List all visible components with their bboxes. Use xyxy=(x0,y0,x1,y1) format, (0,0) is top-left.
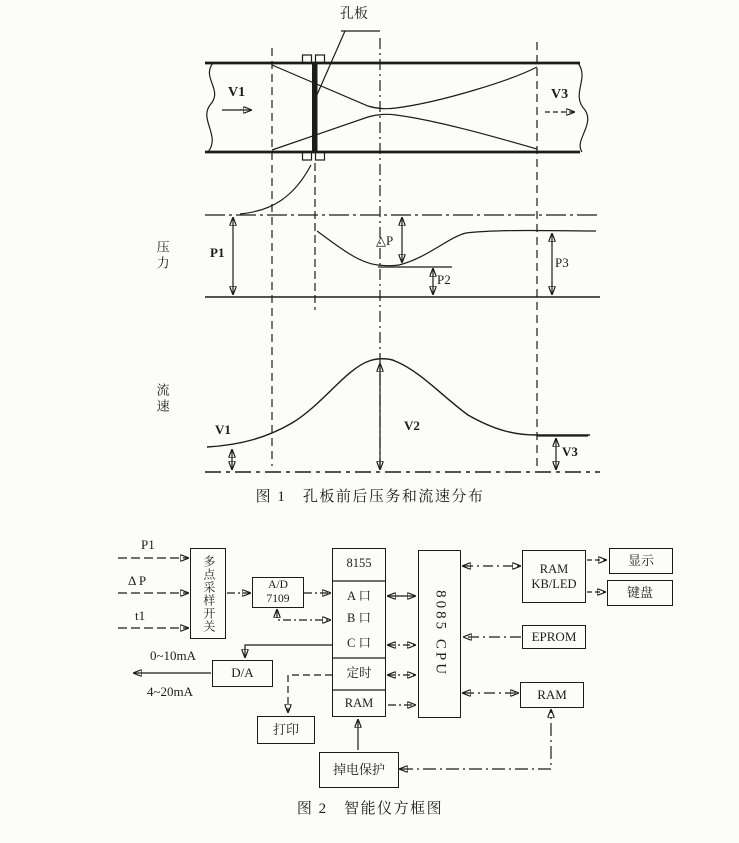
dac-box xyxy=(212,660,273,687)
v2-label: V2 xyxy=(404,418,420,433)
keyboard-label: 键盘 xyxy=(626,584,653,600)
cpu-box xyxy=(418,550,461,718)
chip-8155-port-c: C 口 xyxy=(347,636,371,650)
p2-label: P2 xyxy=(437,272,451,287)
power-protection-label: 掉电保护 xyxy=(332,761,385,777)
wire-adc-port-b xyxy=(277,610,330,620)
pressure-axis-label: 压力 xyxy=(154,240,170,272)
printer-box xyxy=(257,716,315,744)
pipe-right-break xyxy=(578,63,588,152)
adc-label-line1: A/D xyxy=(268,579,288,592)
display-label: 显示 xyxy=(627,552,654,568)
output-current-2-label: 4~20mA xyxy=(147,684,194,699)
flow-line-top xyxy=(272,65,537,109)
input-t1-label: t1 xyxy=(135,608,146,623)
power-protection-box xyxy=(319,752,399,788)
pipe-left-break xyxy=(207,63,215,152)
chip-8155-title: 8155 xyxy=(346,556,372,570)
v3-top-label: V3 xyxy=(551,87,569,102)
ram-bottom-label: RAM xyxy=(537,686,567,702)
eprom-box xyxy=(522,625,586,649)
orifice-plate-label: 孔板 xyxy=(340,7,368,22)
input-p1-label: P1 xyxy=(141,537,155,552)
orifice-plate xyxy=(312,63,318,152)
printer-label: 打印 xyxy=(272,721,299,737)
delta-p-label: △P xyxy=(376,233,394,248)
ram-kb-led-box xyxy=(522,550,586,603)
ram-kb-led-line2: KB/LED xyxy=(531,576,577,591)
pressure-curve-upstream xyxy=(240,165,311,214)
chip-8155-timer: 定时 xyxy=(346,666,372,680)
p3-label: P3 xyxy=(555,255,569,270)
v1-top-label: V1 xyxy=(228,85,246,100)
v3-label: V3 xyxy=(562,444,578,459)
adc-label-line2: 7109 xyxy=(266,592,290,605)
ram-kb-led-line1: RAM xyxy=(539,562,569,577)
dac-label: D/A xyxy=(231,665,254,681)
figure1-caption: 图 1 孔板前后压务和流速分布 xyxy=(255,489,485,505)
sampling-switch-box xyxy=(190,548,226,639)
chip-8155-port-a: A 口 xyxy=(347,589,371,603)
v1-label: V1 xyxy=(215,422,231,437)
output-current-1-label: 0~10mA xyxy=(150,648,197,663)
keyboard-box xyxy=(607,580,673,606)
sampling-switch-label: 多点采样开关 xyxy=(201,554,216,633)
velocity-axis-label: 流速 xyxy=(154,383,170,415)
velocity-curve xyxy=(207,359,590,447)
chip-8155-box xyxy=(332,548,386,717)
p1-label: P1 xyxy=(210,245,225,260)
cpu-label: 8085 CPU xyxy=(432,590,449,678)
flow-line-bottom xyxy=(272,114,537,150)
chip-8155-ram: RAM xyxy=(344,696,374,710)
input-dp-label: Δ P xyxy=(128,573,147,588)
wire-port-c-to-dac xyxy=(245,645,332,657)
display-box xyxy=(609,548,673,574)
chip-8155-port-b: B 口 xyxy=(347,611,371,625)
ram-bottom-box xyxy=(520,682,584,708)
figure2-caption: 图 2 智能仪方框图 xyxy=(296,801,444,817)
wire-timer-to-printer xyxy=(288,675,332,712)
adc-box xyxy=(252,577,304,608)
wire-power-to-ram2 xyxy=(400,710,551,769)
eprom-label: EPROM xyxy=(531,628,577,644)
